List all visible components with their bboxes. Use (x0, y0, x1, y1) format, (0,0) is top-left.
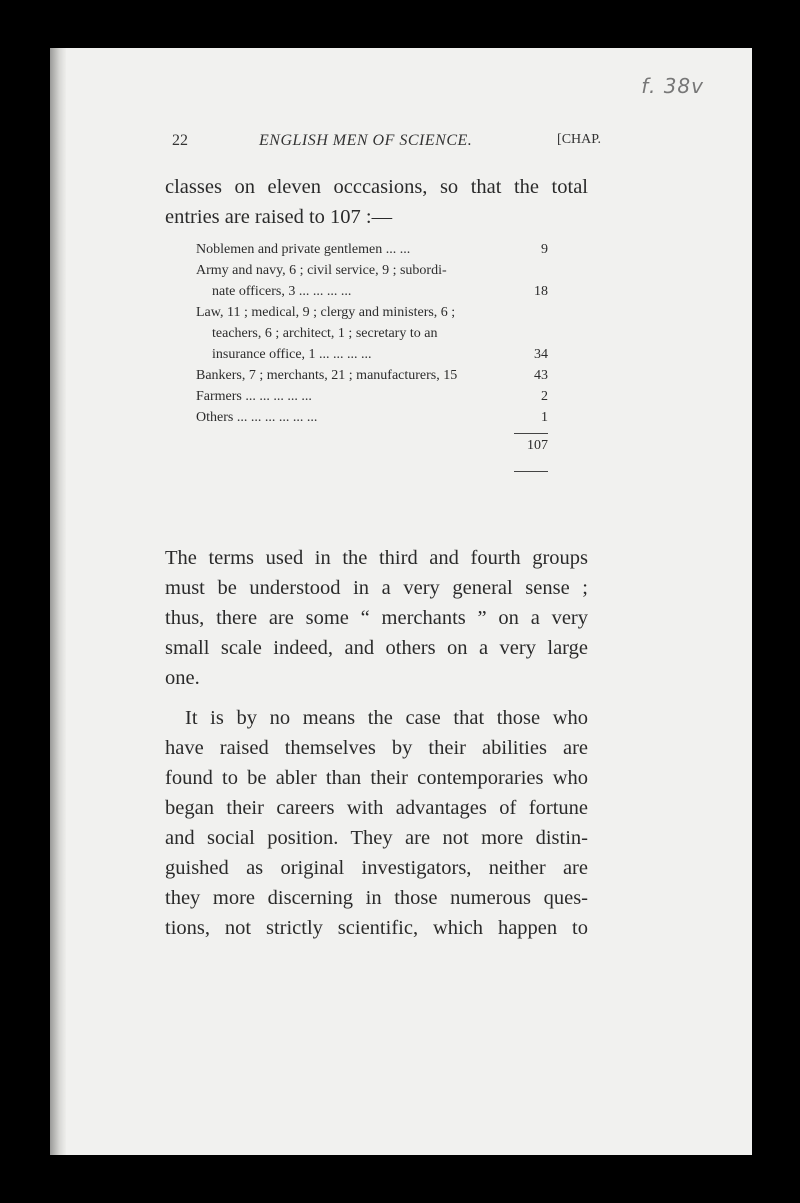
table-row (196, 281, 548, 302)
row-label: teachers, 6 ; architect, 1 ; secretary to an (212, 326, 438, 341)
page-number: 22 (172, 132, 188, 149)
table-row (196, 302, 548, 323)
row-label: Farmers ... ... ... ... ... (196, 389, 312, 404)
table-row (196, 407, 548, 428)
total-value: 107 (527, 438, 548, 453)
chapter-marker: [CHAP. (557, 132, 601, 147)
text-line: tions, not strictly scientific, which happen to (165, 917, 588, 939)
paragraph-terms (165, 543, 588, 693)
folio-annotation: f. 38v (641, 74, 704, 98)
row-value: 18 (534, 284, 548, 299)
row-label: nate officers, 3 ... ... ... ... (212, 284, 352, 299)
table-row (196, 323, 548, 344)
text-line: small scale indeed, and others on a very large (165, 637, 588, 659)
row-value: 2 (541, 389, 548, 404)
total-rule-top (514, 433, 548, 434)
text-line: must be understood in a very general sense ; (165, 577, 588, 599)
row-label: Noblemen and private gentlemen ... ... (196, 242, 411, 257)
table-row (196, 239, 548, 260)
text-line: entries are raised to 107 :— (165, 206, 393, 228)
running-title: ENGLISH MEN OF SCIENCE. (259, 132, 473, 149)
text-line: It is by no means the case that those who (185, 707, 588, 729)
paragraph-abilities (165, 703, 588, 943)
row-label: insurance office, 1 ... ... ... ... (212, 347, 372, 362)
row-value: 9 (541, 242, 548, 257)
intro-paragraph (165, 172, 588, 232)
page-binding-edge (50, 48, 66, 1155)
text-line: classes on eleven occcasions, so that the total (165, 176, 588, 198)
text-line: found to be abler than their contemporaries who (165, 767, 588, 789)
text-line: began their careers with advantages of fortune (165, 797, 588, 819)
row-label: Others ... ... ... ... ... ... (196, 410, 318, 425)
row-value: 34 (534, 347, 548, 362)
row-value: 1 (541, 410, 548, 425)
running-header (165, 132, 615, 156)
text-line: The terms used in the third and fourth groups (165, 547, 588, 569)
text-line: and social position. They are not more distin- (165, 827, 588, 849)
row-value: 43 (534, 368, 548, 383)
text-line: thus, there are some “ merchants ” on a very (165, 607, 588, 629)
table-row (196, 386, 548, 407)
text-line: have raised themselves by their abilities are (165, 737, 588, 759)
text-line: they more discerning in those numerous ques- (165, 887, 588, 909)
table-row (196, 344, 548, 365)
text-line: one. (165, 667, 200, 689)
row-label: Law, 11 ; medical, 9 ; clergy and ministers, 6 ; (196, 305, 456, 320)
table-row (196, 365, 548, 386)
row-label: Bankers, 7 ; merchants, 21 ; manufacturers, 15 (196, 368, 458, 383)
text-line: guished as original investigators, neither are (165, 857, 588, 879)
table-row (196, 260, 548, 281)
occupation-table (196, 239, 548, 456)
row-label: Army and navy, 6 ; civil service, 9 ; subordi- (196, 263, 447, 278)
total-row (196, 435, 548, 456)
total-rule-bottom (514, 471, 548, 472)
